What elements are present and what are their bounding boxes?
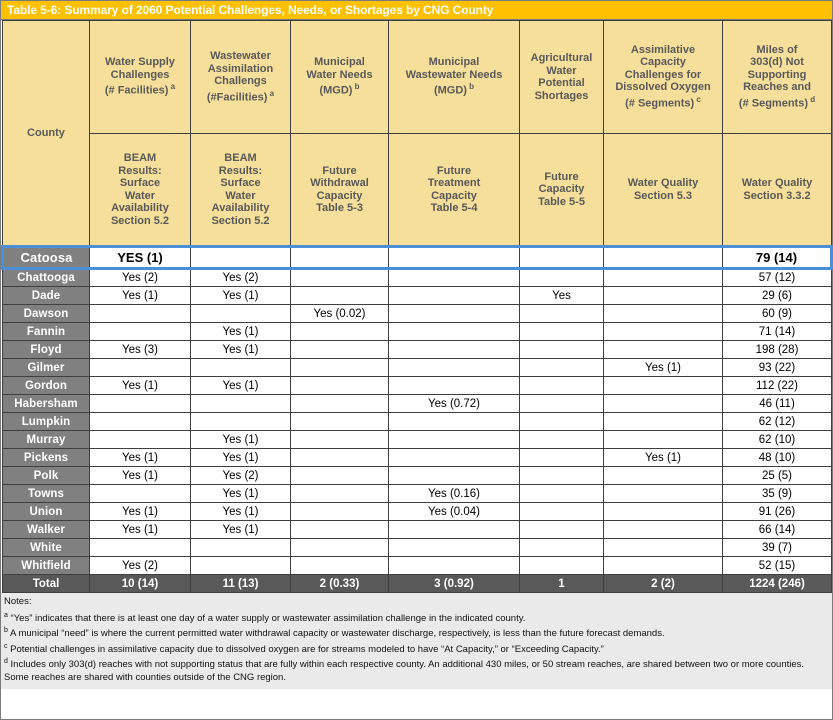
table-row[interactable] [3, 287, 832, 305]
note-marker: c [4, 642, 8, 650]
subheader-line: Surface [119, 177, 161, 189]
notes-list [4, 610, 829, 685]
subheader-line: Table 5-5 [538, 195, 585, 208]
data-cell[interactable] [604, 521, 723, 539]
header-line: (# Segments) $^d$ [738, 94, 816, 110]
subheader-line: Future [544, 170, 579, 183]
subheader-line: Availability [211, 202, 270, 214]
table-row[interactable] [3, 395, 832, 413]
data-cell[interactable]: 60 (9) [723, 305, 832, 323]
data-cell[interactable] [191, 557, 291, 575]
table-body [3, 247, 832, 593]
data-cell[interactable] [604, 377, 723, 395]
county-name-cell[interactable]: Gilmer [3, 359, 90, 377]
total-value-cell: 1 [520, 575, 604, 593]
data-cell[interactable]: 62 (12) [723, 413, 832, 431]
data-cell[interactable] [520, 395, 604, 413]
county-name-cell[interactable]: Whitfield [3, 557, 90, 575]
county-name-cell[interactable]: Walker [3, 521, 90, 539]
data-cell[interactable] [520, 323, 604, 341]
data-cell[interactable] [604, 413, 723, 431]
table-row[interactable] [3, 539, 832, 557]
county-name-cell[interactable]: Lumpkin [3, 413, 90, 431]
subheader-future-capacity [520, 134, 604, 247]
note-item: $^a$ “Yes” indicates that there is at least one day of a water supply or wastewater assimilation challenge in the indicated county. [4, 611, 526, 624]
data-cell[interactable] [389, 305, 520, 323]
notes-heading: Notes: [4, 596, 32, 607]
data-cell[interactable] [291, 539, 389, 557]
header-line: Water Supply [105, 56, 175, 69]
header-line: (# Segments) $^c$ [625, 94, 701, 110]
data-cell[interactable]: Yes (0.16) [389, 485, 520, 503]
data-cell[interactable]: Yes (1) [90, 377, 191, 395]
subheader-line: Results: [118, 164, 162, 177]
data-cell[interactable]: 112 (22) [723, 377, 832, 395]
table-row[interactable] [3, 521, 832, 539]
data-cell[interactable] [90, 323, 191, 341]
header-row-top [3, 21, 832, 134]
total-value-cell: 1224 (246) [723, 575, 832, 593]
subheader-line: Results: [218, 164, 263, 177]
data-cell[interactable] [291, 557, 389, 575]
county-name-cell[interactable]: White [3, 539, 90, 557]
county-name-cell[interactable]: Union [3, 503, 90, 521]
data-cell[interactable] [604, 395, 723, 413]
table-row[interactable] [3, 247, 832, 269]
note-marker: b [4, 627, 8, 635]
data-cell[interactable]: 52 (15) [723, 557, 832, 575]
subheader-future-withdrawal-capacity [291, 134, 389, 247]
table-row[interactable] [3, 305, 832, 323]
data-cell[interactable]: Yes (1) [191, 323, 291, 341]
subheader-line: Capacity [538, 183, 585, 196]
table-notes [1, 593, 832, 689]
data-cell[interactable] [389, 377, 520, 395]
subheader-line: Future [436, 164, 472, 177]
subheader-line: Availability [111, 202, 169, 214]
data-cell[interactable] [90, 305, 191, 323]
data-cell[interactable]: 91 (26) [723, 503, 832, 521]
data-cell[interactable] [604, 287, 723, 305]
data-cell[interactable] [389, 269, 520, 287]
table-row[interactable] [3, 449, 832, 467]
data-cell[interactable] [389, 359, 520, 377]
subheader-line: BEAM [224, 152, 257, 164]
summary-table [1, 20, 833, 593]
data-cell[interactable] [520, 521, 604, 539]
data-cell[interactable]: 25 (5) [723, 467, 832, 485]
header-line: Capacity [640, 56, 686, 69]
county-name-cell[interactable]: Polk [3, 467, 90, 485]
data-cell[interactable] [291, 449, 389, 467]
data-cell[interactable] [604, 539, 723, 557]
total-value-cell: 10 (14) [90, 575, 191, 593]
note-item: $^c$ Potential challenges in assimilative capacity due to dissolved oxygen are for streams modeled to have “At Capacity,” or “Exceeding Capacity.” [4, 642, 604, 655]
county-name-cell[interactable]: Floyd [3, 341, 90, 359]
data-cell[interactable] [389, 539, 520, 557]
data-cell[interactable] [520, 413, 604, 431]
data-cell[interactable] [191, 305, 291, 323]
subheader-beam-surface-water-2 [191, 134, 291, 247]
county-name-cell[interactable]: Habersham [3, 395, 90, 413]
data-cell[interactable] [291, 287, 389, 305]
data-cell[interactable]: YES (1) [90, 247, 191, 269]
data-cell[interactable]: 62 (10) [723, 431, 832, 449]
data-cell[interactable]: Yes (0.72) [389, 395, 520, 413]
data-cell[interactable] [520, 359, 604, 377]
table-row[interactable] [3, 503, 832, 521]
subheader-line: Water [124, 189, 156, 202]
table-row[interactable] [3, 413, 832, 431]
subheader-line: Capacity [316, 189, 363, 202]
county-name-cell[interactable]: Pickens [3, 449, 90, 467]
footnote-marker: c [694, 94, 701, 104]
header-line: Water Needs [306, 68, 373, 81]
note-marker: d [4, 658, 8, 666]
data-cell[interactable] [389, 413, 520, 431]
data-cell[interactable] [520, 449, 604, 467]
header-line: Challenges for [624, 68, 702, 81]
header-line: (MGD) $^b$ [433, 82, 475, 98]
header-line: Wastewater [210, 50, 271, 63]
data-cell[interactable] [520, 467, 604, 485]
total-label: Total [3, 575, 90, 593]
data-cell[interactable] [520, 269, 604, 287]
data-cell[interactable]: Yes (3) [90, 341, 191, 359]
data-cell[interactable]: 46 (11) [723, 395, 832, 413]
data-cell[interactable]: Yes (0.04) [389, 503, 520, 521]
data-cell[interactable]: 79 (14) [723, 247, 832, 269]
data-cell[interactable]: 198 (28) [723, 341, 832, 359]
header-agricultural-water-shortages [520, 21, 604, 134]
page-title: Table 5-6: Summary of 2060 Potential Challenges, Needs, or Shortages by CNG County [7, 3, 494, 17]
table-row[interactable] [3, 377, 832, 395]
table-row[interactable] [3, 341, 832, 359]
data-cell[interactable] [389, 247, 520, 269]
header-line: Municipal [428, 56, 480, 69]
data-cell[interactable] [291, 269, 389, 287]
header-line: Challengs [214, 75, 267, 88]
header-line: Assimilation [207, 62, 274, 75]
table-row[interactable] [3, 359, 832, 377]
county-name-cell[interactable]: Dade [3, 287, 90, 305]
total-row [3, 575, 832, 593]
data-cell[interactable] [604, 269, 723, 287]
data-cell[interactable] [520, 431, 604, 449]
data-cell[interactable] [191, 395, 291, 413]
data-cell[interactable]: Yes (1) [604, 359, 723, 377]
data-cell[interactable]: 57 (12) [723, 269, 832, 287]
data-cell[interactable] [389, 287, 520, 305]
subheader-line: Table 5-3 [316, 202, 363, 214]
data-cell[interactable] [191, 413, 291, 431]
data-cell[interactable]: Yes [520, 287, 604, 305]
county-name-cell[interactable]: Catoosa [3, 247, 90, 269]
data-cell[interactable] [291, 503, 389, 521]
subheader-line: Section 5.2 [211, 214, 270, 227]
data-cell[interactable] [389, 431, 520, 449]
data-cell[interactable] [90, 413, 191, 431]
subheader-line: Table 5-4 [430, 202, 478, 214]
data-cell[interactable]: Yes (1) [90, 449, 191, 467]
data-cell[interactable]: Yes (1) [90, 287, 191, 305]
header-line: Challenges [110, 68, 170, 81]
data-cell[interactable] [604, 305, 723, 323]
data-cell[interactable] [520, 247, 604, 269]
header-municipal-water-needs [291, 21, 389, 134]
data-cell[interactable] [191, 359, 291, 377]
data-cell[interactable] [520, 485, 604, 503]
county-name-cell[interactable]: Chattooga [3, 269, 90, 287]
subheader-water-quality-332 [723, 134, 832, 247]
footnote-marker: a [168, 82, 176, 92]
data-cell[interactable] [291, 247, 389, 269]
data-cell[interactable] [389, 467, 520, 485]
data-cell[interactable] [291, 341, 389, 359]
county-name-cell[interactable]: Fannin [3, 323, 90, 341]
footnote-marker: d [807, 94, 816, 104]
data-cell[interactable]: 29 (6) [723, 287, 832, 305]
data-cell[interactable] [90, 359, 191, 377]
header-miles-303d [723, 21, 832, 134]
data-cell[interactable] [90, 485, 191, 503]
header-line: Miles of [756, 43, 798, 56]
subheader-line: Future [322, 164, 357, 177]
table-row[interactable] [3, 557, 832, 575]
subheader-line: Capacity [431, 189, 477, 202]
data-cell[interactable]: Yes (1) [191, 341, 291, 359]
note-marker: a [4, 611, 8, 619]
data-cell[interactable] [291, 413, 389, 431]
county-name-cell[interactable]: Murray [3, 431, 90, 449]
data-cell[interactable] [520, 539, 604, 557]
header-line: Shortages [534, 89, 589, 102]
table-row[interactable] [3, 485, 832, 503]
data-cell[interactable]: Yes (1) [191, 449, 291, 467]
data-cell[interactable]: Yes (1) [191, 521, 291, 539]
data-cell[interactable] [604, 485, 723, 503]
header-assimilative-capacity-do [604, 21, 723, 134]
data-cell[interactable]: Yes (1) [90, 467, 191, 485]
data-cell[interactable] [291, 395, 389, 413]
data-cell[interactable] [520, 305, 604, 323]
table-row[interactable] [3, 269, 832, 287]
subheader-line: Section 5.2 [110, 214, 170, 227]
table-row[interactable] [3, 323, 832, 341]
data-cell[interactable]: 48 (10) [723, 449, 832, 467]
subheader-future-treatment-capacity [389, 134, 520, 247]
data-cell[interactable]: Yes (1) [90, 503, 191, 521]
data-cell[interactable]: 66 (14) [723, 521, 832, 539]
data-cell[interactable]: 35 (9) [723, 485, 832, 503]
table-header [3, 21, 832, 247]
data-cell[interactable]: Yes (2) [191, 269, 291, 287]
data-cell[interactable]: 71 (14) [723, 323, 832, 341]
header-line: Municipal [314, 56, 365, 69]
data-cell[interactable] [604, 503, 723, 521]
data-cell[interactable] [191, 539, 291, 557]
data-cell[interactable] [604, 467, 723, 485]
header-wastewater-assimilation-challenges [191, 21, 291, 134]
table-title-bar [1, 1, 832, 20]
data-cell[interactable] [291, 359, 389, 377]
header-county: County [3, 21, 90, 247]
header-line: (# Facilities) $^a$ [104, 82, 176, 98]
header-row-mid [3, 134, 832, 247]
data-cell[interactable] [291, 521, 389, 539]
header-municipal-wastewater-needs [389, 21, 520, 134]
data-cell[interactable] [520, 341, 604, 359]
header-line: Potential [538, 77, 585, 89]
data-cell[interactable]: 93 (22) [723, 359, 832, 377]
header-line: Agricultural [530, 52, 593, 64]
data-cell[interactable]: Yes (1) [90, 521, 191, 539]
header-line: Assimilative [630, 43, 696, 56]
data-cell[interactable] [389, 449, 520, 467]
data-cell[interactable]: 39 (7) [723, 539, 832, 557]
data-cell[interactable] [191, 247, 291, 269]
total-value-cell: 11 (13) [191, 575, 291, 593]
data-cell[interactable] [604, 247, 723, 269]
header-line: Dissolved Oxygen [615, 81, 711, 94]
header-line: Supporting [747, 68, 807, 81]
data-cell[interactable]: Yes (0.02) [291, 305, 389, 323]
data-cell[interactable] [520, 377, 604, 395]
total-value-cell: 3 (0.92) [389, 575, 520, 593]
total-value-cell: 2 (2) [604, 575, 723, 593]
data-cell[interactable] [604, 557, 723, 575]
data-cell[interactable]: Yes (1) [191, 503, 291, 521]
data-cell[interactable] [389, 557, 520, 575]
data-cell[interactable] [389, 521, 520, 539]
data-cell[interactable] [90, 539, 191, 557]
subheader-line: Withdrawal [310, 177, 369, 189]
data-cell[interactable] [291, 323, 389, 341]
header-water-supply-challenges [90, 21, 191, 134]
subheader-line: Section 3.3.2 [743, 189, 811, 202]
header-line: 303(d) Not [750, 56, 804, 69]
subheader-water-quality-53 [604, 134, 723, 247]
header-line: Water [546, 64, 577, 77]
total-value-cell: 2 (0.33) [291, 575, 389, 593]
subheader-line: Treatment [427, 177, 481, 189]
data-cell[interactable]: Yes (2) [191, 467, 291, 485]
county-name-cell[interactable]: Gordon [3, 377, 90, 395]
data-cell[interactable]: Yes (1) [191, 287, 291, 305]
data-cell[interactable] [520, 557, 604, 575]
data-cell[interactable]: Yes (1) [191, 485, 291, 503]
subheader-line: Water Quality [627, 177, 699, 189]
subheader-beam-surface-water-1 [90, 134, 191, 247]
data-cell[interactable]: Yes (1) [604, 449, 723, 467]
data-cell[interactable]: Yes (1) [191, 377, 291, 395]
data-cell[interactable] [520, 503, 604, 521]
data-cell[interactable]: Yes (1) [191, 431, 291, 449]
subheader-line: Water [225, 189, 256, 202]
note-item: $^b$ A municipal “need” is where the current permitted water withdrawal capacity or wastewater discharge, respectively, is less than the future forecast demands. [4, 627, 665, 640]
subheader-line: Surface [220, 177, 261, 189]
subheader-line: Water Quality [741, 177, 813, 189]
county-name-cell[interactable]: Towns [3, 485, 90, 503]
data-cell[interactable] [291, 431, 389, 449]
table-row[interactable] [3, 431, 832, 449]
data-cell[interactable] [291, 485, 389, 503]
data-cell[interactable] [604, 341, 723, 359]
data-cell[interactable] [604, 323, 723, 341]
subheader-line: Section 5.3 [633, 189, 693, 202]
footnote-marker: a [267, 88, 275, 98]
data-cell[interactable] [291, 377, 389, 395]
subheader-line: BEAM [123, 152, 157, 164]
data-cell[interactable] [291, 467, 389, 485]
header-line: (MGD) $^b$ [319, 82, 360, 98]
county-name-cell[interactable]: Dawson [3, 305, 90, 323]
data-cell[interactable] [389, 341, 520, 359]
footnote-marker: b [466, 82, 475, 92]
data-cell[interactable] [90, 395, 191, 413]
header-line: (#Facilities) $^a$ [206, 88, 275, 104]
table-row[interactable] [3, 467, 832, 485]
data-cell[interactable] [604, 431, 723, 449]
data-cell[interactable] [389, 323, 520, 341]
header-line: Wastewater Needs [405, 68, 503, 81]
data-cell[interactable] [90, 431, 191, 449]
data-cell[interactable]: Yes (2) [90, 557, 191, 575]
data-cell[interactable]: Yes (2) [90, 269, 191, 287]
note-item: $^d$ Includes only 303(d) reaches with not supporting status that are fully within each respective county. An additional 430 miles, or 50 stream reaches, are shared between two or more counties. Some reaches are shared with counties outside of the CNG region. [4, 658, 805, 684]
footnote-marker: b [352, 82, 360, 92]
header-line: Reaches and [743, 81, 811, 94]
